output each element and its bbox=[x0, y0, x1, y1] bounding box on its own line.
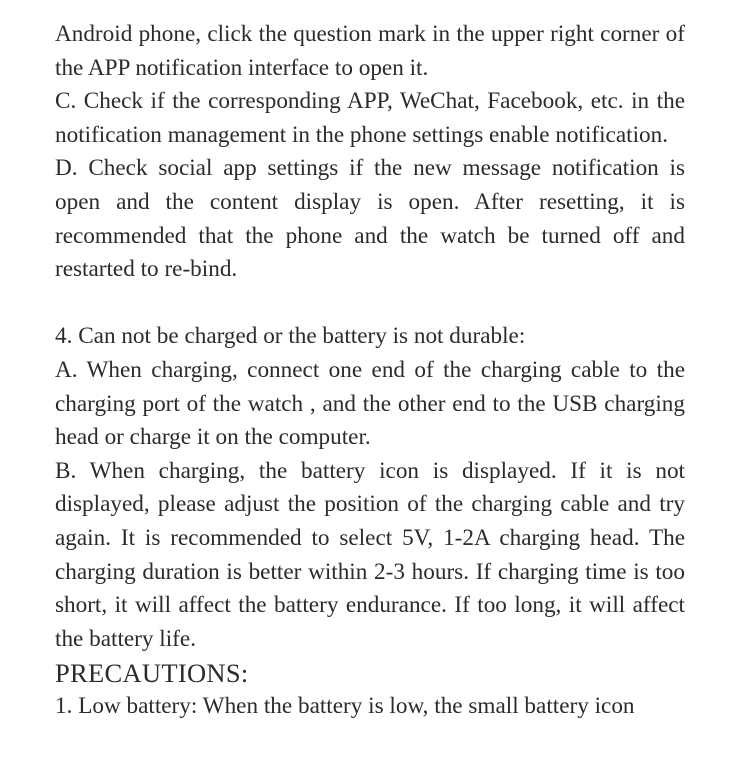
paragraph-charging-connect: A. When charging, connect one end of the charging cable to the charging port of the watch , and the other end to the USB charging head or charge it on the computer. bbox=[55, 356, 685, 451]
section-spacer bbox=[55, 287, 685, 321]
paragraph-notification-android: Android phone, click the question mark in the upper right corner of the APP notification interface to open it. bbox=[55, 21, 685, 81]
section-title-charging: 4. Can not be charged or the battery is not durable: bbox=[55, 323, 526, 350]
paragraph-charging-battery-icon: B. When charging, the battery icon is displayed. If it is not displayed, please adjust the position of the charging cable and try again. It is recommended to select 5V, 1-2A charging head. The charging duration is better within 2-3 hours. If charging time is too short, it will affect the battery endurance. If too long, it will affect the battery life. bbox=[55, 457, 685, 652]
precautions-heading: PRECAUTIONS: bbox=[55, 658, 249, 689]
paragraph-check-social-app-settings: D. Check social app settings if the new message notification is open and the content display is open. After resetting, it is recommended that the phone and the watch be turned off and restarted to re-bind. bbox=[55, 155, 685, 283]
precaution-item-low-battery: 1. Low battery: When the battery is low, the small battery icon bbox=[55, 693, 635, 720]
paragraph-check-notification-management: C. Check if the corresponding APP, WeChat, Facebook, etc. in the notification management in the phone settings enable notification. bbox=[55, 88, 685, 148]
manual-page bbox=[55, 18, 685, 724]
